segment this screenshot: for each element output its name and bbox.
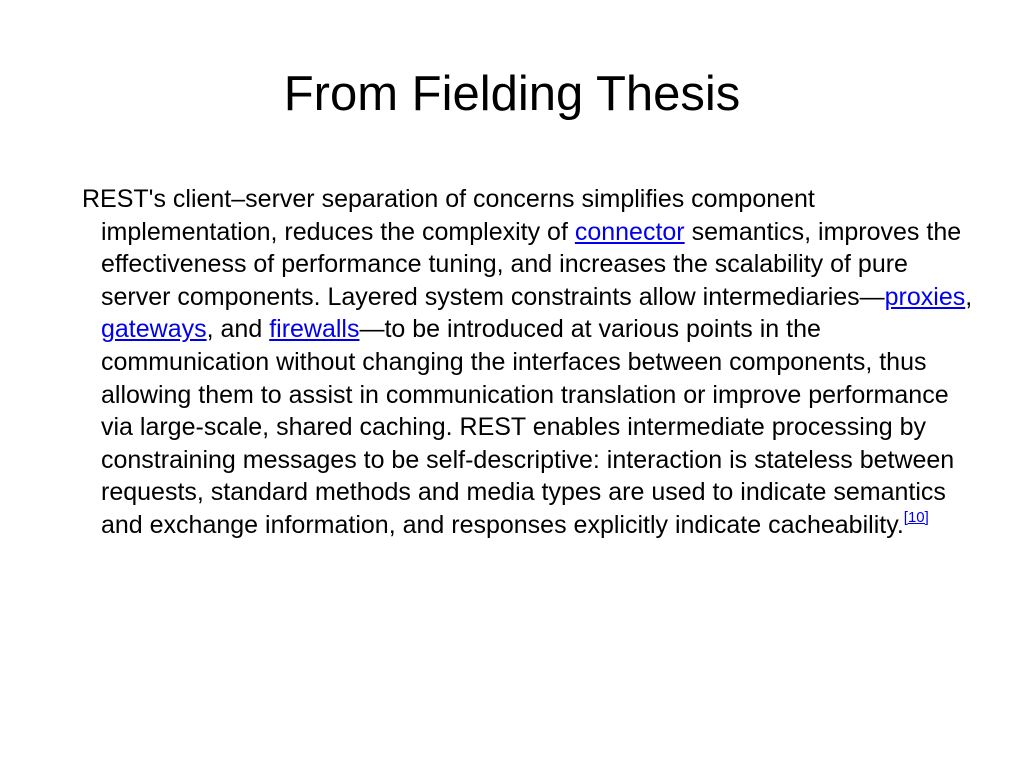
body-text-part2: semantics, improves the effectiveness of performance tuning, and increases the scalability of pure server components. Layered system constraints allow intermediaries— <box>101 217 962 311</box>
gateways-link[interactable]: gateways <box>101 315 207 344</box>
firewalls-link[interactable]: firewalls <box>269 315 360 344</box>
slide-title: From Fielding Thesis <box>283 67 741 121</box>
body-separator-2: , and <box>206 315 270 344</box>
body-separator-1: , <box>965 282 973 311</box>
proxies-link[interactable]: proxies <box>884 282 966 311</box>
citation-link[interactable]: [10] <box>903 508 929 526</box>
connector-link[interactable]: connector <box>574 217 685 246</box>
body-text-part3: —to be introduced at various points in the communication without changing the interfaces between components, thus allowing them to assist in communication translation or improve performance via large-scale, shared caching. REST enables intermediate processing by constraining messages to be self-descriptive: interaction is stateless between requests, standard methods and media types are used to indicate semantics and exchange information, and responses explicitly indicate cacheability. <box>101 315 955 539</box>
body-text-part1: REST's client–server separation of concerns simplifies component implementation, reduces the complexity of <box>82 185 815 246</box>
slide-body-paragraph <box>82 183 983 542</box>
